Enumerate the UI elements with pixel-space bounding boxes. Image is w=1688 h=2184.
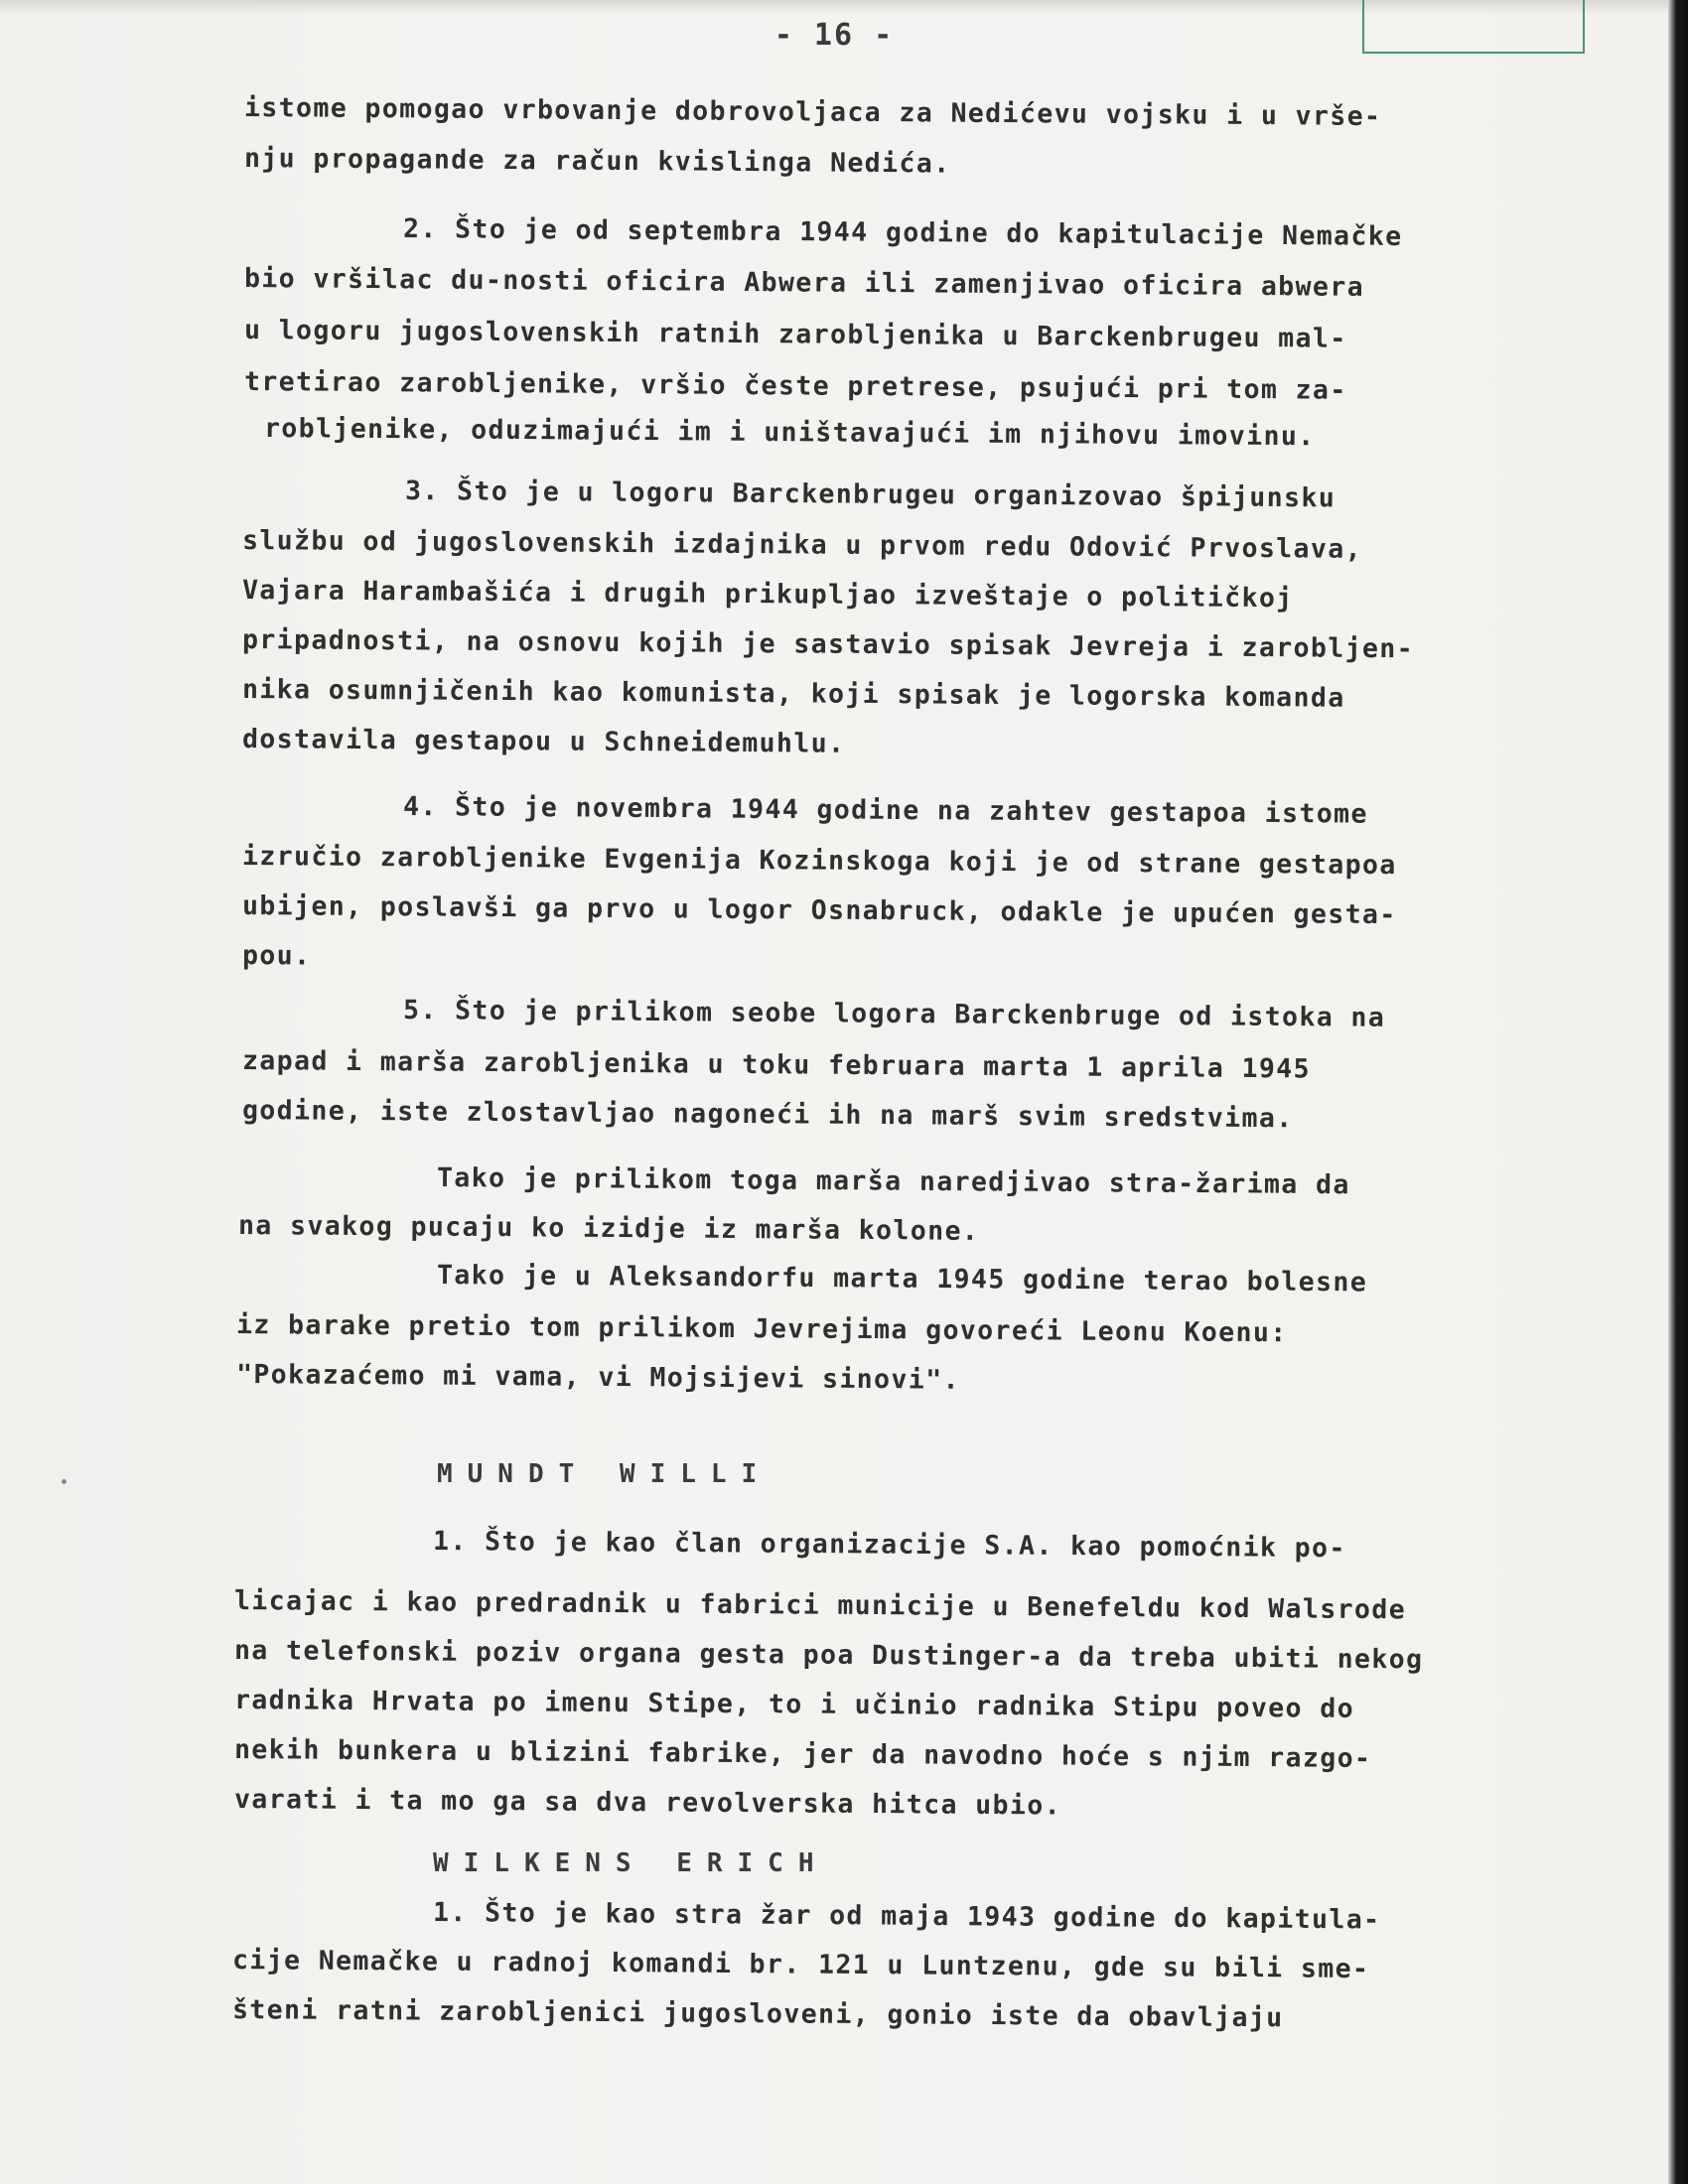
text-line: pou. (241, 940, 312, 972)
text-line: 2. Što je od septembra 1944 godine do kapitulacije Nemačke (402, 213, 1403, 252)
text-line: cije Nemačke u radnoj komandi br. 121 u Luntzenu, gde su bili sme- (231, 1945, 1370, 1984)
section-heading-mundt: MUNDT WILLI (437, 1459, 773, 1489)
text-line: 1. Što je kao član organizacije S.A. kao pomoćnik po- (432, 1526, 1346, 1565)
text-line: pripadnosti, na osnovu kojih je sastavio spisak Jevreja i zarobljen- (241, 624, 1415, 665)
text-line: Tako je u Aleksandorfu marta 1945 godine terao bolesne (436, 1260, 1368, 1298)
text-line: ubijen, poslavši ga prvo u logor Osnabruck, odakle je upućen gesta- (241, 890, 1397, 931)
text-line: na telefonski poziv organa gesta poa Dustinger-a da treba ubiti nekog (233, 1635, 1424, 1676)
text-line: u logoru jugoslovenskih ratnih zarobljenika u Barckenbrugeu mal- (243, 315, 1347, 354)
text-line: šteni ratni zarobljenici jugosloveni, gonio iste da obavljaju (231, 1994, 1284, 2034)
text-line: radnika Hrvata po imenu Stipe, to i učinio radnika Stipu poveo do (233, 1685, 1355, 1724)
text-line: nika osumnjičenih kao komunista, koji spisak je logorska komanda (241, 674, 1345, 714)
text-line: 5. Što je prilikom seobe logora Barckenbruge od istoka na (402, 995, 1386, 1033)
text-line: Vajara Harambašića i drugih prikupljao izveštaje o političkoj (241, 575, 1294, 614)
text-line: licajac i kao predradnik u fabrici municije u Benefeldu kod Walsrode (233, 1585, 1407, 1626)
section-heading-wilkens: WILKENS ERICH (433, 1848, 829, 1878)
text-line: izručio zarobljenike Evgenija Kozinskoga koji je od strane gestapoa (241, 841, 1397, 882)
text-line: istome pomogao vrbovanje dobrovoljaca za Nedićevu vojsku i u vrše- (243, 92, 1382, 132)
text-line: dostavila gestapou u Schneidemuhlu. (241, 724, 846, 759)
text-line: Tako je prilikom toga marša naredjivao stra-žarima da (436, 1162, 1350, 1201)
text-line: tretirao zarobljenike, vršio česte pretrese, psujući pri tom za- (243, 366, 1347, 406)
text-line: 1. Što je kao stra žar od maja 1943 godine do kapitula- (432, 1897, 1381, 1936)
text-line: bio vršilac du-nosti oficira Abwera ili zamenjivao oficira abwera (243, 263, 1365, 303)
page-number: - 16 - (774, 18, 895, 53)
text-line: godine, iste zlostavljao nagoneći ih na marš svim sredstvima. (241, 1095, 1294, 1135)
text-line: iz barake pretio tom prilikom Jevrejima govoreći Leonu Koenu: (235, 1309, 1288, 1349)
text-line: nju propagande za račun kvislinga Nedića. (243, 143, 951, 180)
scan-right-border (1668, 0, 1688, 2184)
text-line: službu od jugoslovenskih izdajnika u prvom redu Odović Prvoslava, (241, 525, 1363, 565)
text-line: "Pokazaćemo mi vama, vi Mojsijevi sinovi". (235, 1359, 960, 1396)
text-line: 3. Što je u logoru Barckenbrugeu organizovao špijunsku (404, 476, 1336, 514)
text-line: robljenike, oduzimajući im i uništavajući im njihovu imovinu. (263, 413, 1316, 453)
text-line: zapad i marša zarobljenika u toku februara marta 1 aprila 1945 (241, 1045, 1312, 1085)
text-line: na svakog pucaju ko izidje iz marša kolone. (237, 1210, 980, 1247)
text-line: varati i ta mo ga sa dva revolverska hitca ubio. (233, 1784, 1062, 1822)
text-line: 4. Što je novembra 1944 godine na zahtev gestapoa istome (402, 791, 1368, 830)
text-line: nekih bunkera u blizini fabrike, jer da navodno hoće s njim razgo- (233, 1734, 1372, 1774)
